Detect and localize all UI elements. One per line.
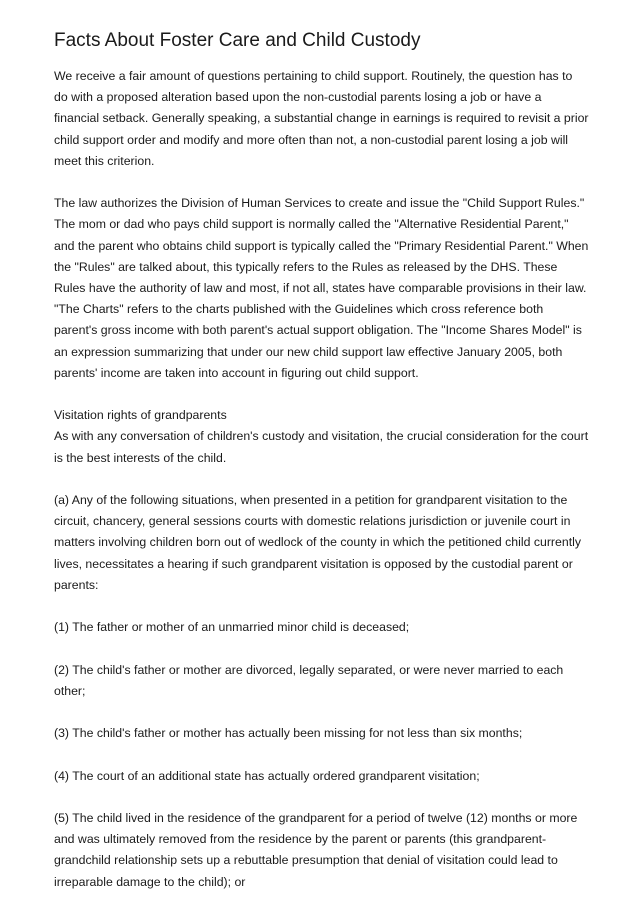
paragraph-child-support-changes: We receive a fair amount of questions pertaining to child support. Routinely, the question has to do with a proposed alteration based upon the non-custodial parents losing a job or have a financial setback. Generally speaking, a substantial change in earnings is required to revisit a prior child support order and modify and more often than not, a non-custodial parent losing a job will meet this criterion. [54, 69, 589, 168]
list-item-4: (4) The court of an additional state has actually ordered grandparent visitation; [54, 768, 480, 783]
document-body [54, 66, 589, 914]
list-item-3: (3) The child's father or mother has actually been missing for not less than six months; [54, 726, 523, 741]
list-item-2: (2) The child's father or mother are divorced, legally separated, or were never married to each other; [54, 662, 564, 698]
list-item-1: (1) The father or mother of an unmarried minor child is deceased; [54, 620, 410, 635]
section-heading-visitation: Visitation rights of grandparents [54, 408, 227, 423]
document-title: Facts About Foster Care and Child Custody [54, 30, 421, 51]
paragraph-clause-a: (a) Any of the following situations, when presented in a petition for grandparent visitation to the circuit, chancery, general sessions courts with domestic relations jurisdiction or juvenile court in matters involving children born out of wedlock of the county in which the petitioned child currently lives, necessitates a hearing if such grandparent visitation is opposed by the custodial parent or parents: [54, 493, 582, 592]
list-item-5: (5) The child lived in the residence of the grandparent for a period of twelve (12) months or more and was ultimately removed from the residence by the parent or parents (this grandparent-grandchild relationship sets up a rebuttable presumption that denial of visitation could lead to irreparable damage to the child); or [54, 810, 578, 889]
paragraph-child-support-rules: The law authorizes the Division of Human Services to create and issue the "Child Support Rules." The mom or dad who pays child support is normally called the "Alternative Residential Parent," and the parent who obtains child support is typically called the "Primary Residential Parent." When the "Rules" are talked about, this typically refers to the Rules as released by the DHS. These Rules have the authority of law and most, if not all, states have comparable provisions in their law. "The Charts" refers to the charts published with the Guidelines which cross reference both parent's gross income with both parent's actual support obligation. The "Income Shares Model" is an expression summarizing that under our new child support law effective January 2005, both parents' income are taken into account in figuring out child support. [54, 196, 589, 380]
paragraph-best-interests: As with any conversation of children's custody and visitation, the crucial consideration for the court is the best interests of the child. [54, 429, 589, 465]
